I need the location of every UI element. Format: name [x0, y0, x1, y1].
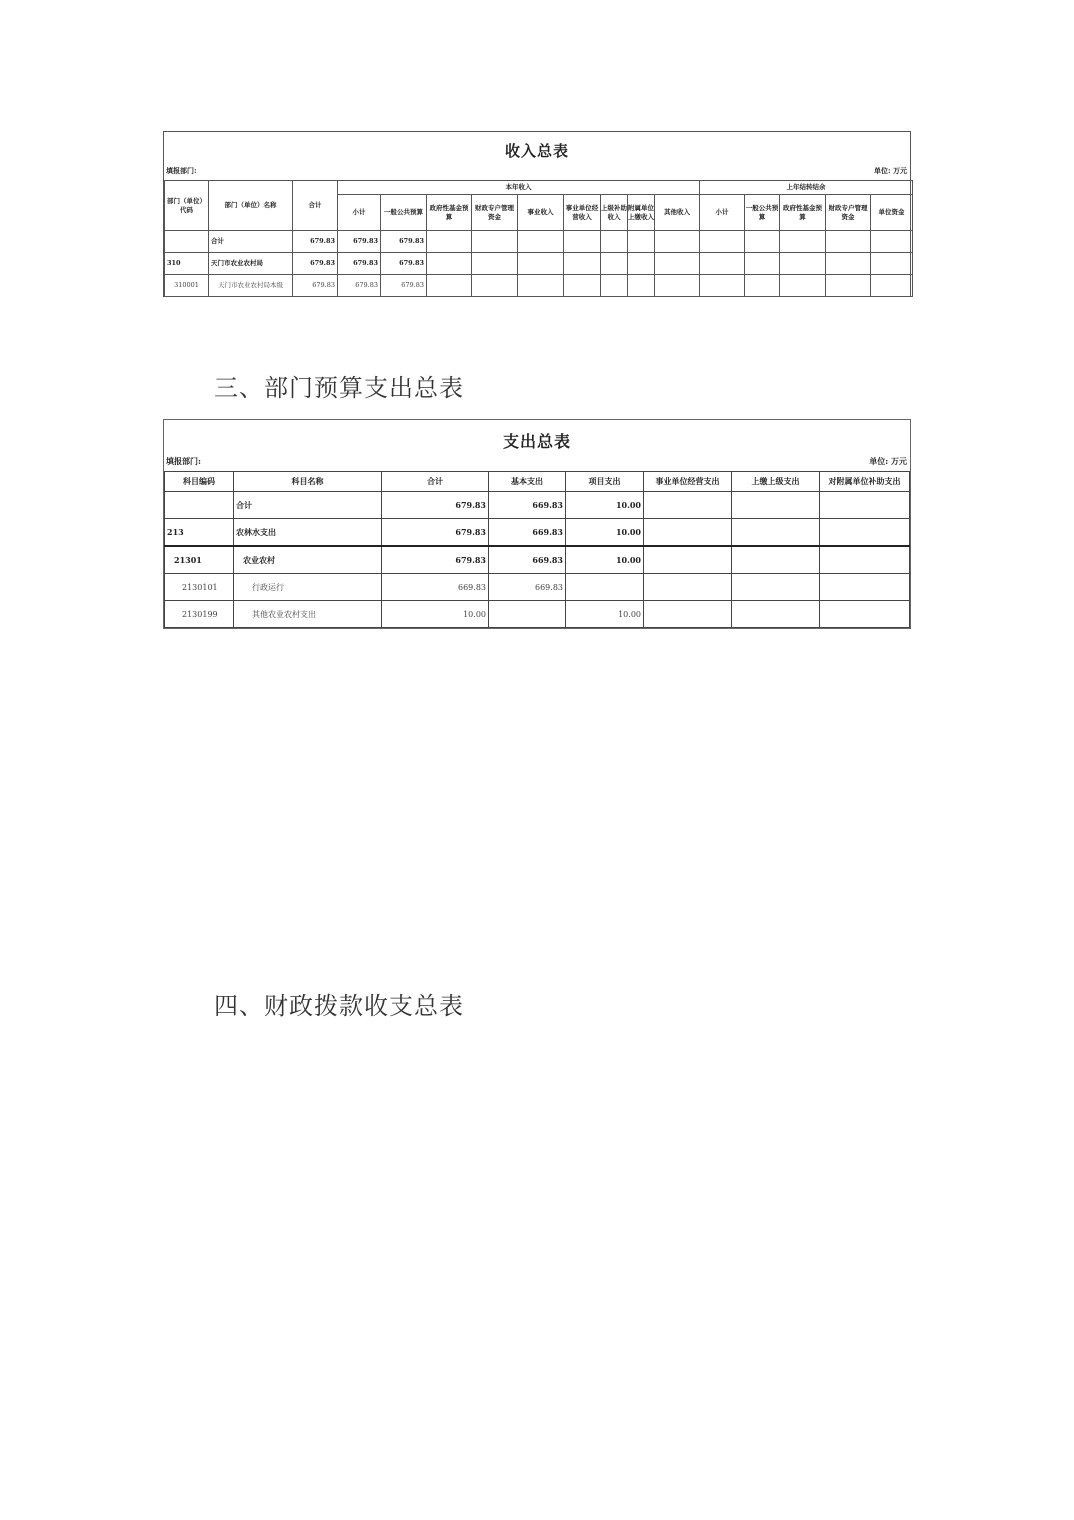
income-col-prev-general: 一般公共预算 — [745, 195, 780, 231]
expense-header-row — [165, 472, 910, 492]
expense-table-title: 支出总表 — [502, 432, 571, 451]
income-col-business: 事业收入 — [518, 195, 564, 231]
income-col-special: 财政专户管理资金 — [472, 195, 518, 231]
table-row: 21301 农业农村 679.83 669.83 10.00 — [165, 546, 910, 574]
section-heading-fiscal: 四、财政拨款收支总表 — [214, 992, 464, 1020]
expense-col-basic: 基本支出 — [489, 472, 566, 492]
table-row: 2130101 行政运行 669.83 669.83 — [165, 574, 910, 601]
section-heading-expense: 三、部门预算支出总表 — [214, 374, 464, 402]
table-row: 310001 天门市农业农村局本级 679.83 679.83 679.83 — [165, 275, 913, 297]
income-col-gov-fund: 政府性基金预算 — [427, 195, 472, 231]
income-col-operating: 事业单位经营收入 — [564, 195, 601, 231]
income-col-prev-special: 财政专户管理资金 — [826, 195, 871, 231]
expense-filler-label: 填报部门: — [166, 456, 201, 466]
income-summary-table — [163, 131, 911, 297]
income-col-affiliated: 附属单位上缴收入 — [628, 195, 655, 231]
expense-col-code: 科目编码 — [165, 472, 234, 492]
income-grid — [164, 180, 913, 297]
income-unit-label: 单位: 万元 — [873, 166, 907, 175]
expense-col-project: 项目支出 — [566, 472, 644, 492]
income-col-upper: 上级补助收入 — [601, 195, 628, 231]
income-col-general: 一般公共预算 — [381, 195, 427, 231]
income-group-current: 本年收入 — [338, 181, 700, 195]
table-row: 合计 679.83 669.83 10.00 — [165, 492, 910, 519]
income-col-unit-funds: 单位资金 — [871, 195, 913, 231]
table-row: 310 天门市农业农村局 679.83 679.83 679.83 — [165, 253, 913, 275]
table-row: 213 农林水支出 679.83 669.83 10.00 — [165, 519, 910, 547]
table-row: 2130199 其他农业农村支出 10.00 10.00 — [165, 601, 910, 628]
expense-col-upper: 上缴上级支出 — [732, 472, 820, 492]
income-group-prev: 上年结转结余 — [700, 181, 913, 195]
expense-col-operating: 事业单位经营支出 — [644, 472, 732, 492]
expense-col-total: 合计 — [382, 472, 489, 492]
income-filler-label: 填报部门: — [166, 166, 197, 175]
expense-unit-label: 单位: 万元 — [869, 456, 907, 466]
expense-summary-table — [163, 419, 911, 629]
income-col-name: 部门（单位）名称 — [209, 181, 293, 231]
income-col-prev-gov: 政府性基金预算 — [780, 195, 826, 231]
table-row: 合计 679.83 679.83 679.83 — [165, 231, 913, 253]
income-col-prev-sub: 小计 — [700, 195, 745, 231]
expense-col-name: 科目名称 — [234, 472, 382, 492]
income-table-title: 收入总表 — [504, 142, 569, 160]
expense-grid — [164, 471, 910, 628]
income-col-sub: 小计 — [338, 195, 381, 231]
income-col-other: 其他收入 — [655, 195, 700, 231]
expense-col-subsidy: 对附属单位补助支出 — [820, 472, 910, 492]
income-col-total: 合计 — [293, 181, 338, 231]
income-col-code: 部门（单位）代码 — [165, 181, 209, 231]
